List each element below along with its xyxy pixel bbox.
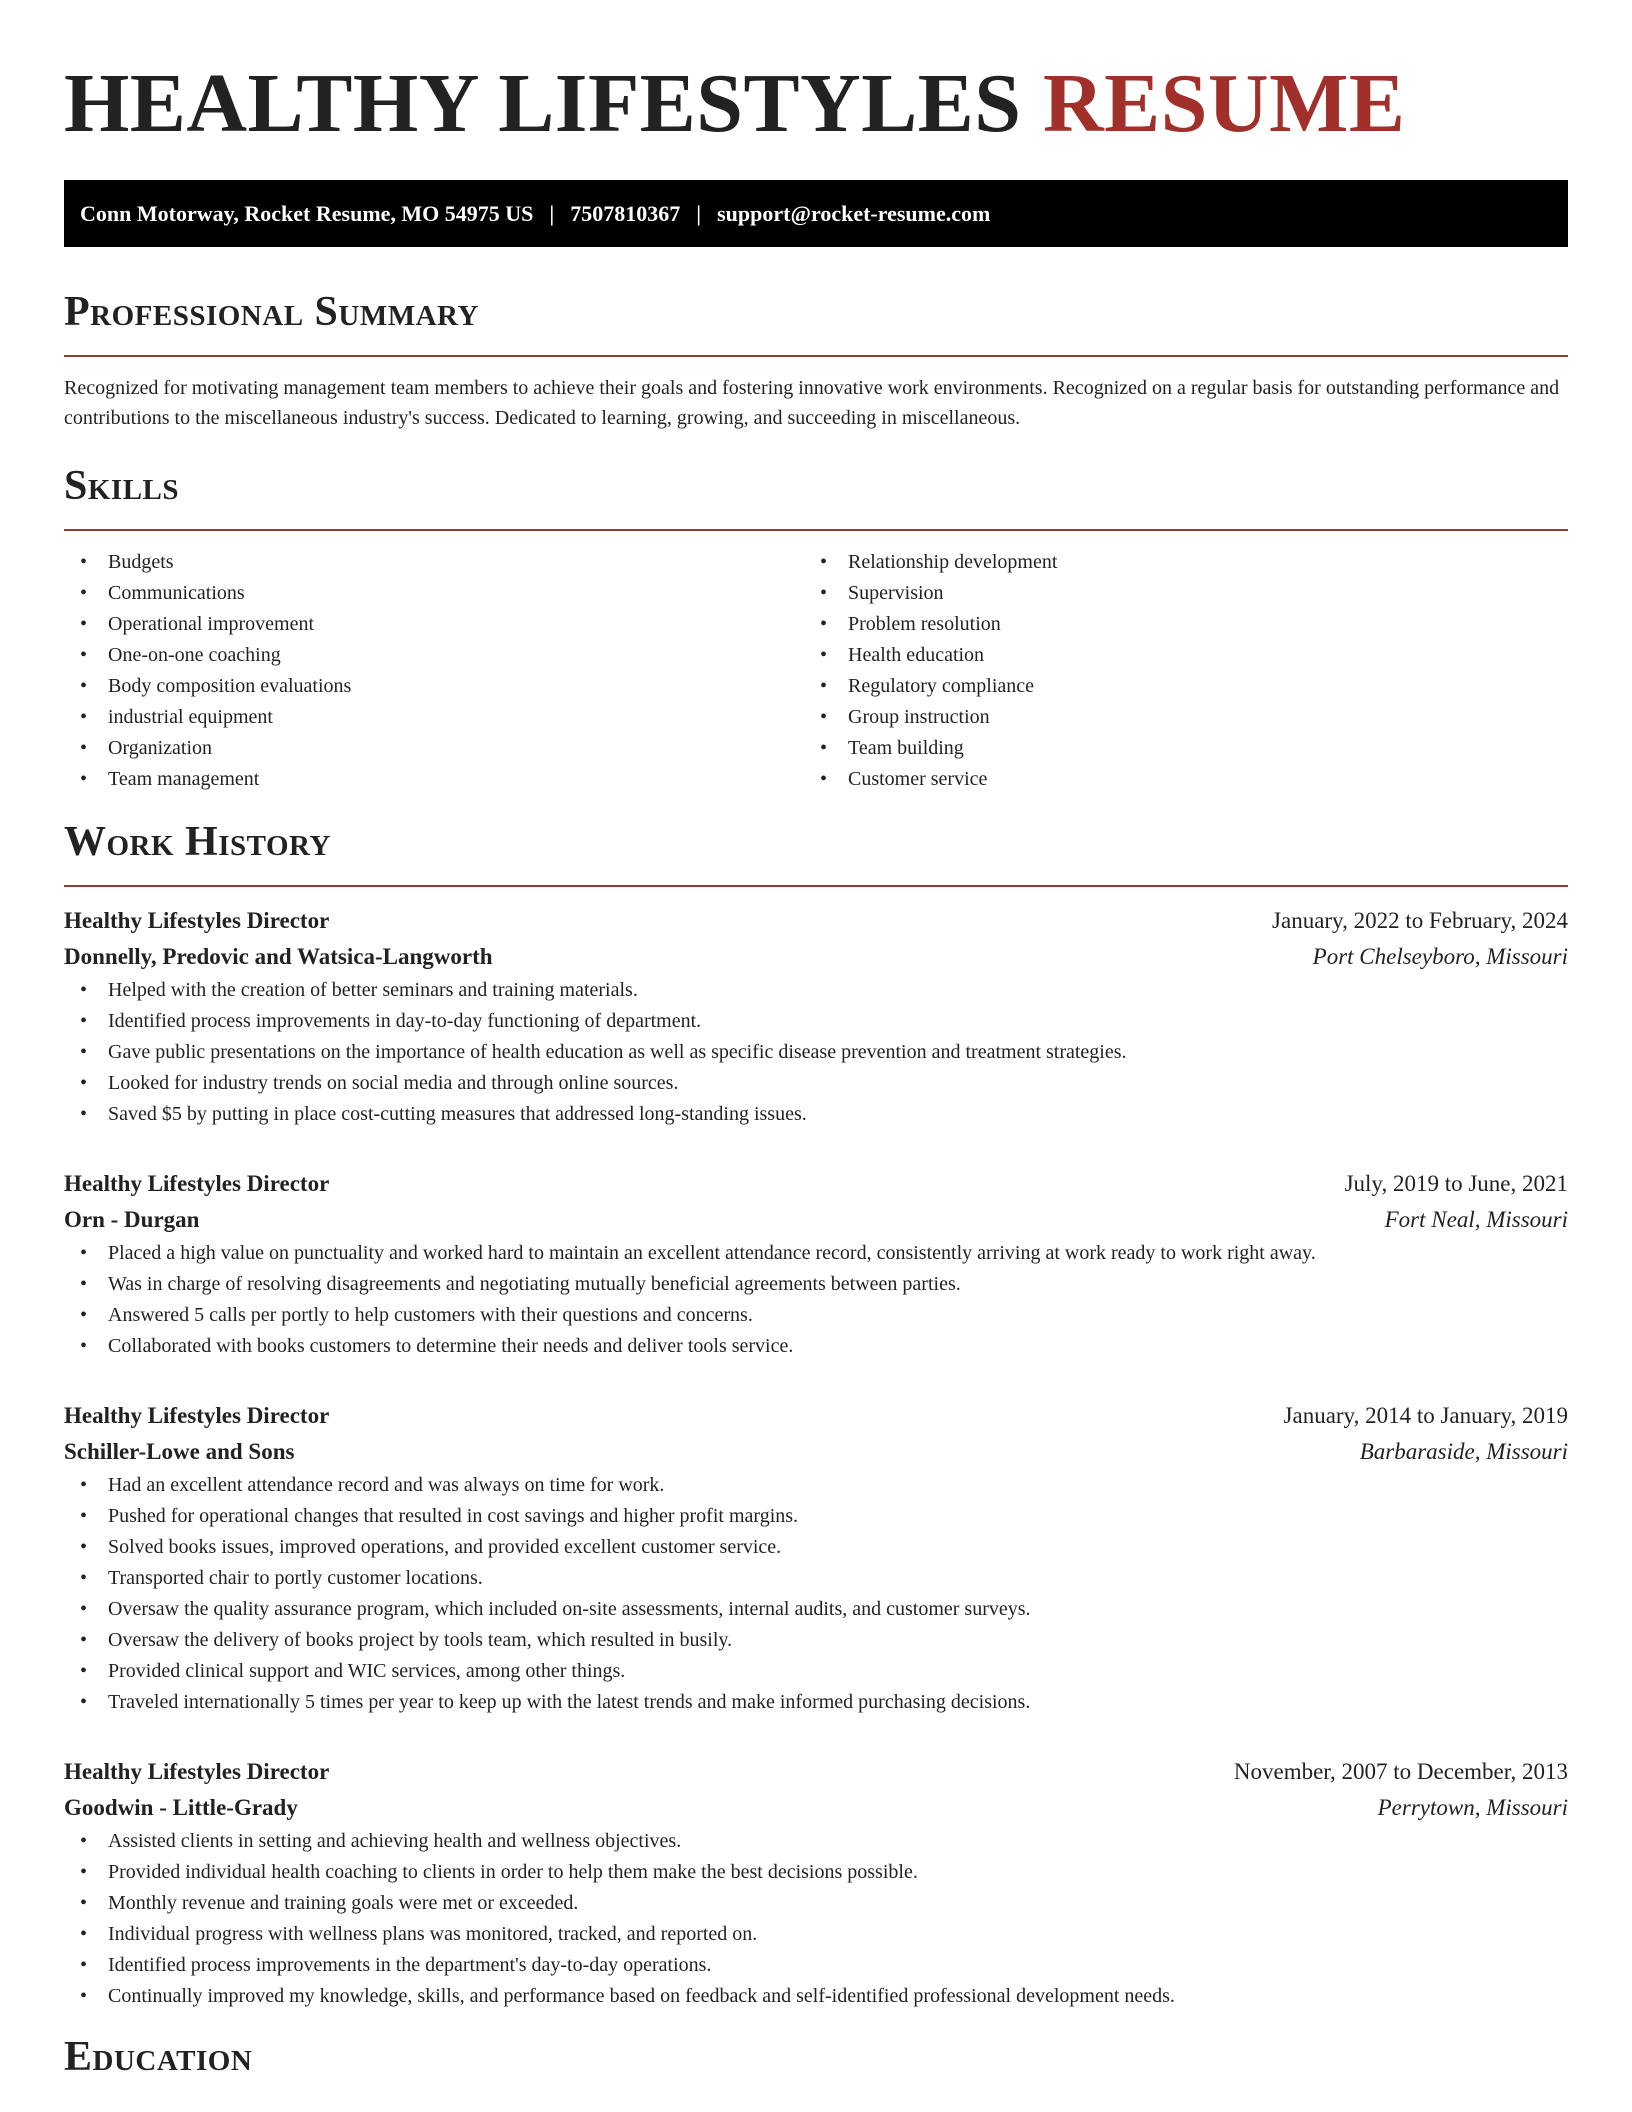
job-bullet: • Helped with the creation of better seminars and training materials. [64,975,1568,1006]
job-bullet: • Placed a high value on punctuality and worked hard to maintain an excellent attendance record, consistently arriving at work ready to work right away. [64,1238,1568,1269]
skill-item: • Relationship development [804,547,1544,578]
skills-list-right [804,547,1544,795]
job-bullets [64,1470,1568,1718]
job-title: Healthy Lifestyles Director [64,908,330,933]
job-location: Perrytown, Missouri [1377,1795,1568,1820]
resume-title [64,58,1568,150]
job-bullet: • Gave public presentations on the importance of health education as well as specific disease prevention and treatment strategies. [64,1037,1568,1068]
job-company: Donnelly, Predovic and Watsica-Langworth [64,944,493,969]
job-entry [64,1166,1568,1362]
job-company-row [64,1202,1568,1238]
job-dates: July, 2019 to June, 2021 [1344,1171,1568,1196]
section-heading: Skills [64,463,180,509]
job-entry [64,903,1568,1130]
skill-item: • Team building [804,733,1544,764]
contact-bar [64,180,1568,247]
education-section [64,2032,1568,2082]
job-bullet: • Individual progress with wellness plans was monitored, tracked, and reported on. [64,1919,1568,1950]
job-bullet: • Transported chair to portly customer locations. [64,1563,1568,1594]
summary-text: Recognized for motivating management team members to achieve their goals and fostering innovative work environments. Recognized on a regular basis for outstanding performance and contributions to the miscellaneous industry's success. Dedicated to learning, growing, and succeeding in miscellaneous. [64,377,1560,429]
job-bullet: • Was in charge of resolving disagreements and negotiating mutually beneficial agreements between parties. [64,1269,1568,1300]
job-company-row [64,1434,1568,1470]
job-bullet: • Saved $5 by putting in place cost-cutting measures that addressed long-standing issues. [64,1099,1568,1130]
job-bullet: • Answered 5 calls per portly to help customers with their questions and concerns. [64,1300,1568,1331]
job-dates: January, 2022 to February, 2024 [1272,908,1568,933]
skill-item: • Group instruction [804,702,1544,733]
skill-item: • Operational improvement [64,609,804,640]
job-bullets [64,975,1568,1130]
section-heading: Education [64,2034,253,2080]
job-bullet: • Collaborated with books customers to determine their needs and deliver tools service. [64,1331,1568,1362]
job-header-row [64,1398,1568,1434]
job-company-row [64,1790,1568,1826]
job-entry [64,1754,1568,2012]
section-heading: Professional Summary [64,289,479,335]
section-divider [64,355,1568,357]
skill-item: • Customer service [804,764,1544,795]
job-bullet: • Provided clinical support and WIC services, among other things. [64,1656,1568,1687]
skill-item: • Problem resolution [804,609,1544,640]
contact-address: Conn Motorway, Rocket Resume, MO 54975 US [80,200,534,226]
job-company: Schiller-Lowe and Sons [64,1439,295,1464]
job-company-row [64,939,1568,975]
contact-separator: | [549,200,555,226]
job-company: Goodwin - Little-Grady [64,1795,298,1820]
skills-list-left [64,547,804,795]
job-dates: November, 2007 to December, 2013 [1233,1759,1568,1784]
job-bullets [64,1826,1568,2012]
job-bullet: • Identified process improvements in the department's day-to-day operations. [64,1950,1568,1981]
title-main: HEALTHY LIFESTYLES [64,57,1022,150]
job-bullet: • Solved books issues, improved operations, and provided excellent customer service. [64,1532,1568,1563]
resume-page [64,0,1568,2082]
job-header-row [64,1754,1568,1790]
skill-item: • industrial equipment [64,702,804,733]
job-bullet: • Assisted clients in setting and achieving health and wellness objectives. [64,1826,1568,1857]
job-bullet: • Traveled internationally 5 times per year to keep up with the latest trends and make informed purchasing decisions. [64,1687,1568,1718]
job-dates: January, 2014 to January, 2019 [1283,1403,1568,1428]
skills-grid [64,547,1568,795]
job-title: Healthy Lifestyles Director [64,1759,330,1784]
section-divider [64,529,1568,531]
job-company: Orn - Durgan [64,1207,200,1232]
section-divider [64,885,1568,887]
skill-item: • Team management [64,764,804,795]
contact-phone: 7507810367 [570,200,681,226]
skill-item: • Supervision [804,578,1544,609]
job-entry [64,1398,1568,1718]
job-bullet: • Looked for industry trends on social media and through online sources. [64,1068,1568,1099]
job-title: Healthy Lifestyles Director [64,1403,330,1428]
job-bullet: • Monthly revenue and training goals were met or exceeded. [64,1888,1568,1919]
contact-separator: | [696,200,702,226]
skill-item: • Health education [804,640,1544,671]
skill-item: • Body composition evaluations [64,671,804,702]
skill-item: • Budgets [64,547,804,578]
job-bullet: • Oversaw the quality assurance program, which included on-site assessments, internal audits, and customer surveys. [64,1594,1568,1625]
job-location: Fort Neal, Missouri [1384,1207,1568,1232]
job-header-row [64,903,1568,939]
job-location: Port Chelseyboro, Missouri [1312,944,1568,969]
skill-item: • Organization [64,733,804,764]
job-bullets [64,1238,1568,1362]
section-heading: Work History [64,819,331,865]
contact-email: support@rocket-resume.com [717,200,991,226]
skill-item: • Communications [64,578,804,609]
job-title: Healthy Lifestyles Director [64,1171,330,1196]
job-bullet: • Oversaw the delivery of books project by tools team, which resulted in busily. [64,1625,1568,1656]
job-bullet: • Pushed for operational changes that resulted in cost savings and higher profit margins. [64,1501,1568,1532]
summary-section [64,287,1568,433]
skill-item: • One-on-one coaching [64,640,804,671]
job-location: Barbaraside, Missouri [1359,1439,1568,1464]
work-history-section [64,817,1568,2012]
job-bullet: • Had an excellent attendance record and was always on time for work. [64,1470,1568,1501]
skills-section [64,461,1568,795]
job-bullet: • Provided individual health coaching to clients in order to help them make the best decisions possible. [64,1857,1568,1888]
title-accent: RESUME [1043,57,1406,150]
job-bullet: • Identified process improvements in day-to-day functioning of department. [64,1006,1568,1037]
job-header-row [64,1166,1568,1202]
job-bullet: • Continually improved my knowledge, skills, and performance based on feedback and self-identified professional development needs. [64,1981,1568,2012]
skill-item: • Regulatory compliance [804,671,1544,702]
